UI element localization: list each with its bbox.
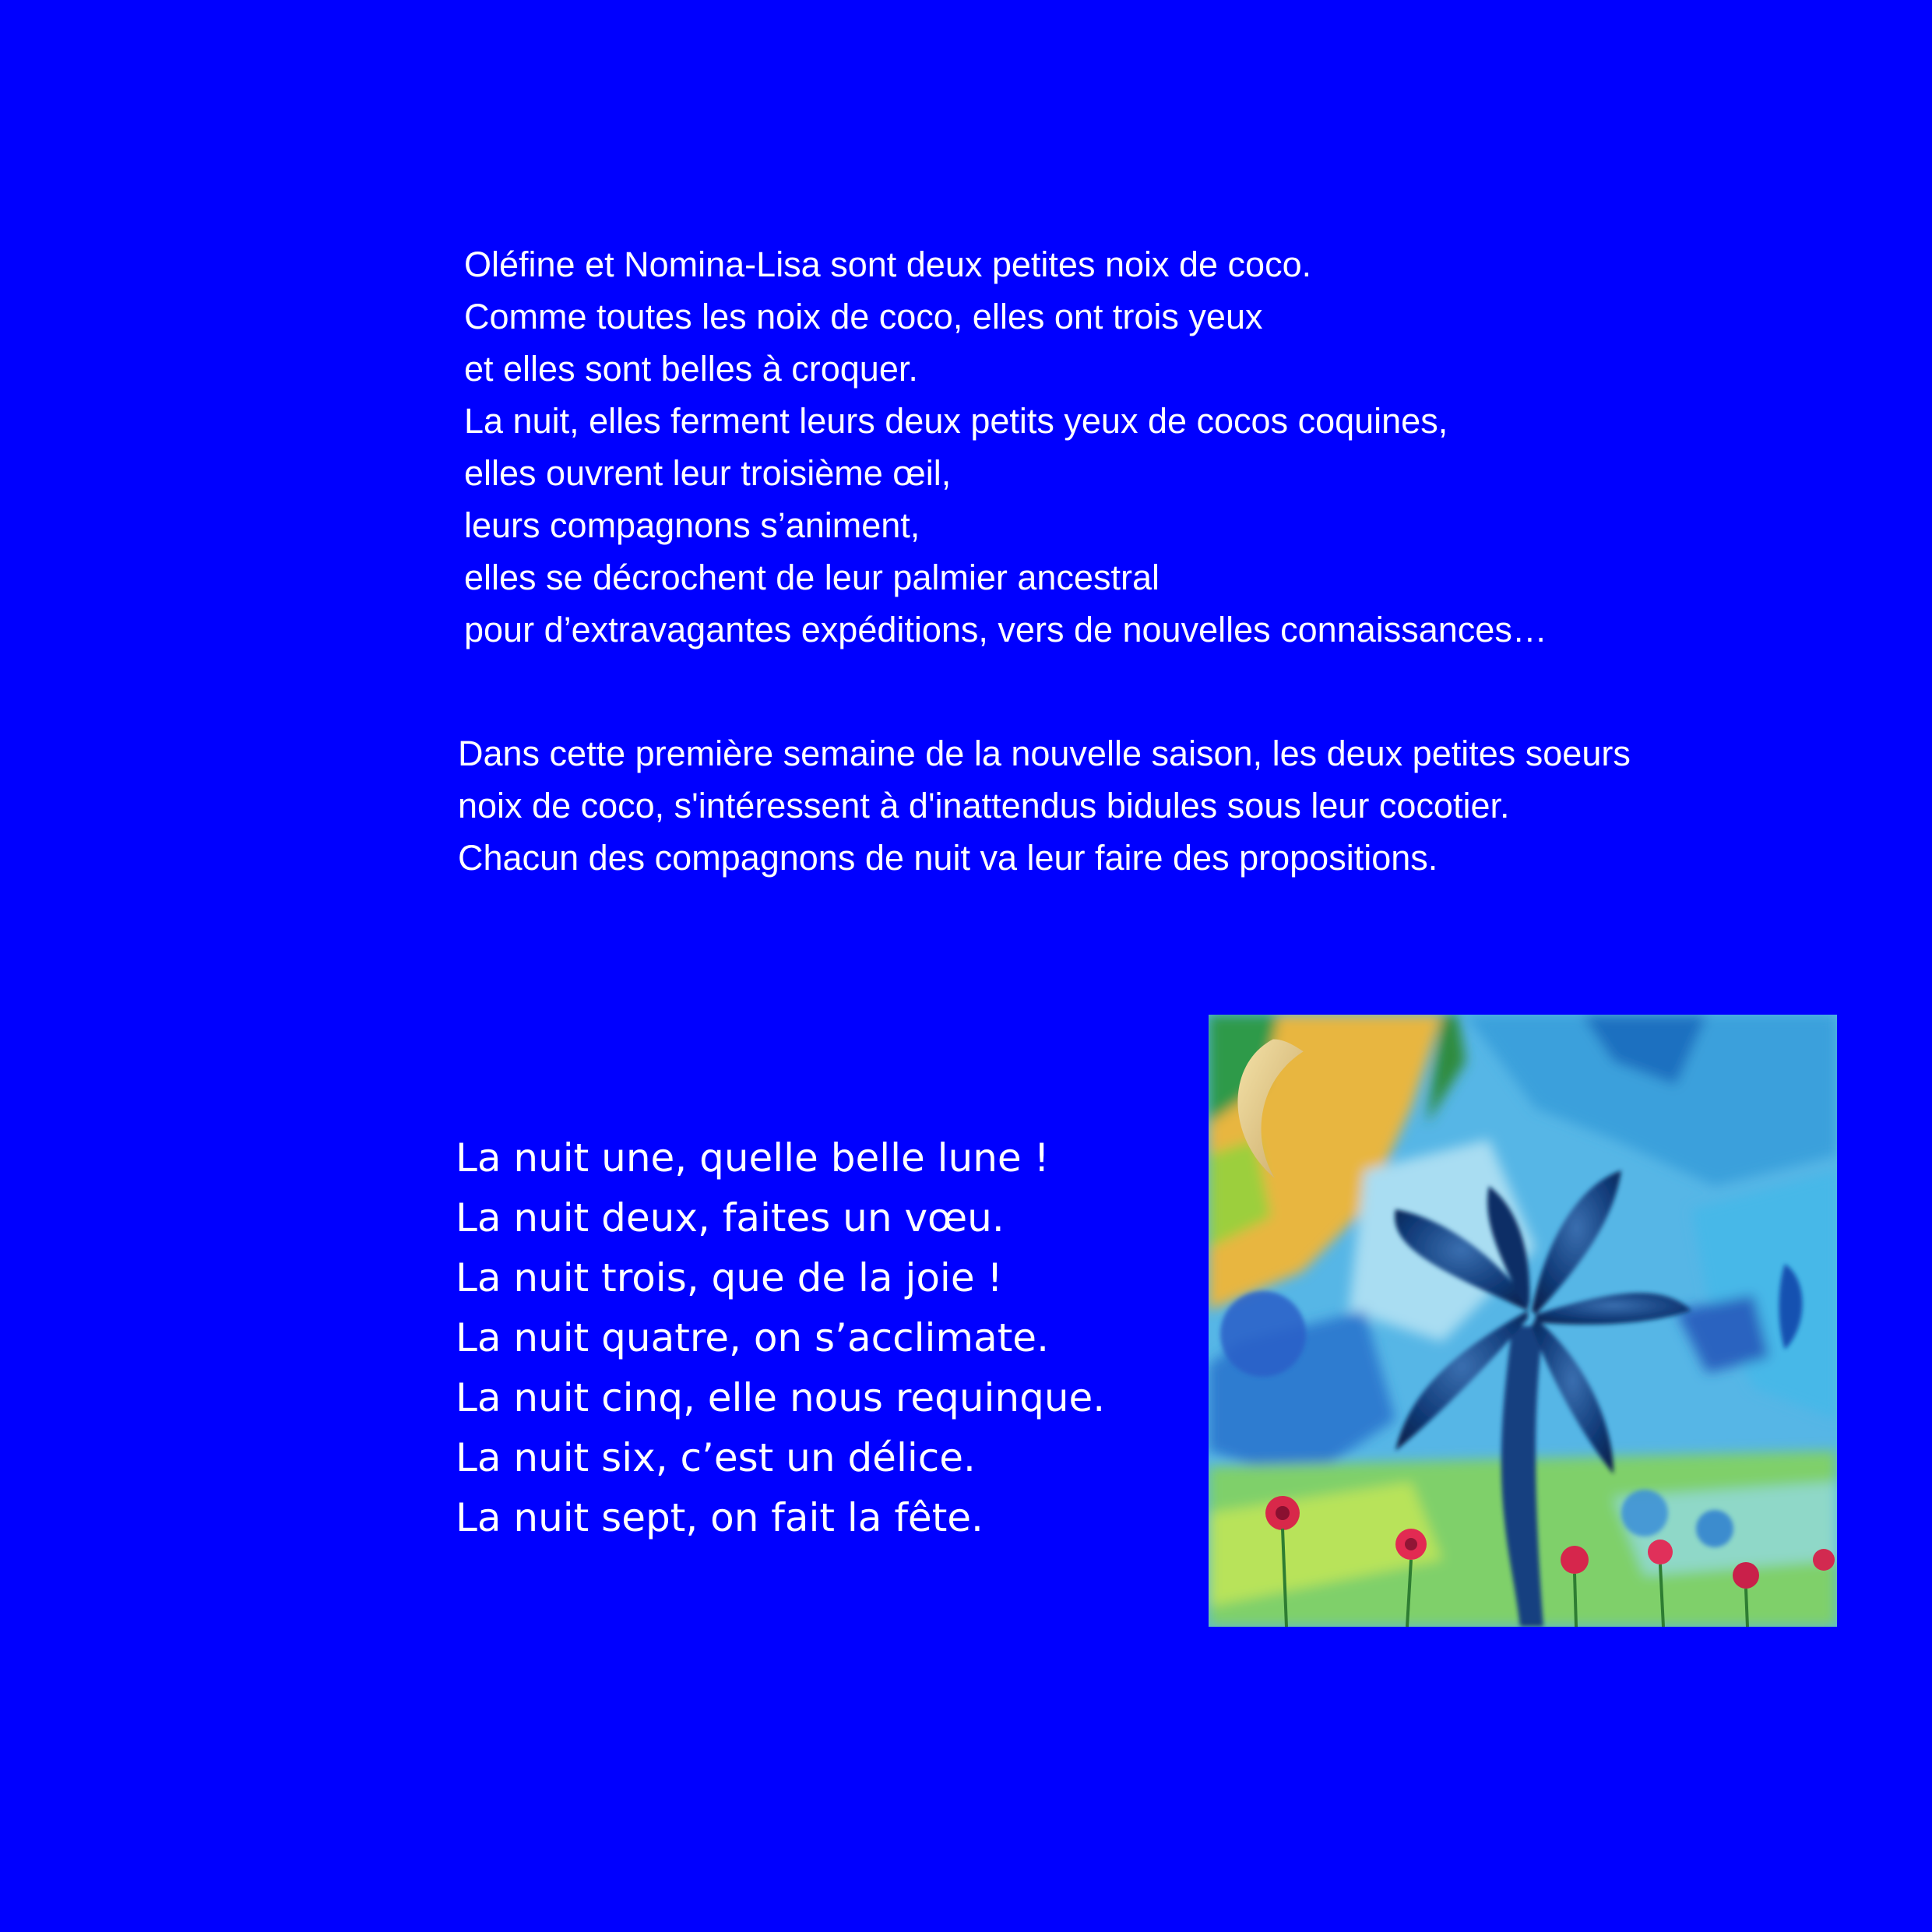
week-line: noix de coco, s'intéressent à d'inattendus bidules sous leur cocotier. xyxy=(458,786,1510,825)
week-paragraph xyxy=(458,727,1828,884)
week-line: Chacun des compagnons de nuit va leur faire des propositions. xyxy=(458,838,1438,878)
intro-line: La nuit, elles ferment leurs deux petits yeux de cocos coquines, xyxy=(464,401,1448,441)
night-line: La nuit une, quelle belle lune ! xyxy=(456,1135,1050,1181)
night-line: La nuit deux, faites un vœu. xyxy=(456,1195,1005,1240)
night-line: La nuit sept, on fait la fête. xyxy=(456,1495,984,1540)
palm-tree-painting xyxy=(1209,1015,1837,1627)
intro-line: Comme toutes les noix de coco, elles ont trois yeux xyxy=(464,297,1263,336)
week-line: Dans cette première semaine de la nouvelle saison, les deux petites soeurs xyxy=(458,734,1631,773)
intro-paragraph xyxy=(464,238,1788,656)
intro-line: elles se décrochent de leur palmier ancestral xyxy=(464,558,1160,597)
night-line: La nuit quatre, on s’acclimate. xyxy=(456,1315,1049,1360)
intro-line: pour d’extravagantes expéditions, vers de nouvelles connaissances… xyxy=(464,610,1547,649)
intro-line: Oléfine et Nomina-Lisa sont deux petites noix de coco. xyxy=(464,245,1312,284)
painting-illustration xyxy=(1209,1015,1837,1627)
intro-line: leurs compagnons s’animent, xyxy=(464,505,920,545)
intro-line: et elles sont belles à croquer. xyxy=(464,349,918,389)
night-line: La nuit trois, que de la joie ! xyxy=(456,1255,1003,1300)
night-line: La nuit cinq, elle nous requinque. xyxy=(456,1375,1106,1420)
night-line: La nuit six, c’est un délice. xyxy=(456,1435,976,1480)
nights-list xyxy=(456,1128,1156,1548)
intro-line: elles ouvrent leur troisième œil, xyxy=(464,453,952,493)
